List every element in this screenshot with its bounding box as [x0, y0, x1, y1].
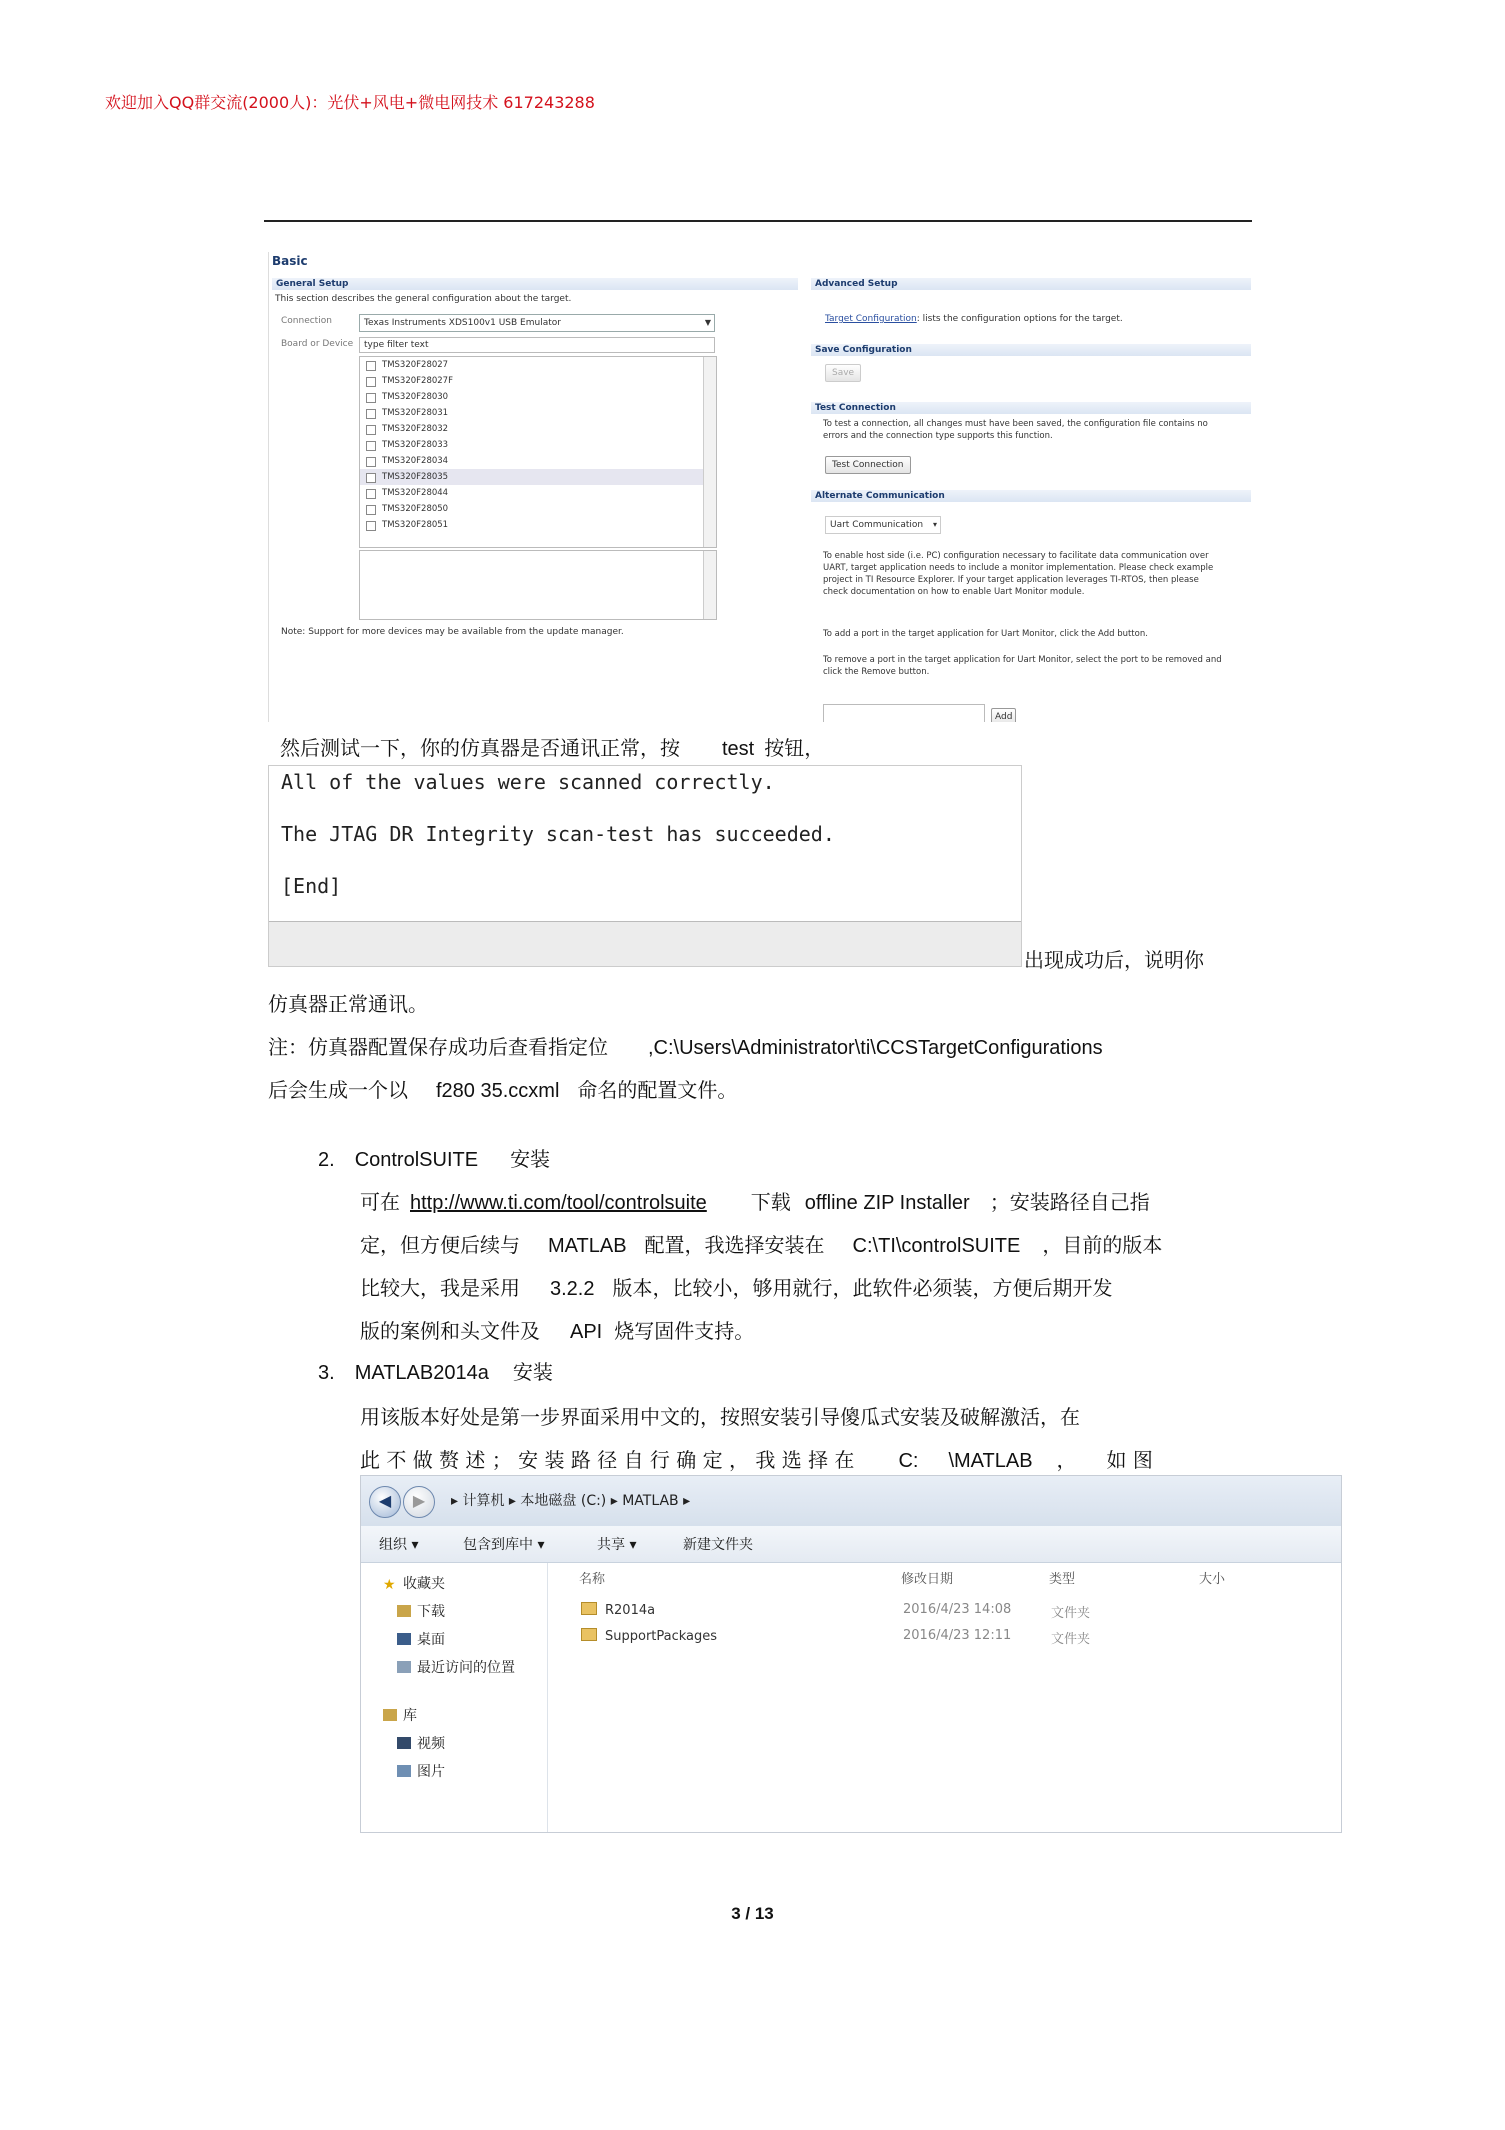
item2-line-4 [360, 1315, 754, 1344]
device-list-item[interactable] [360, 437, 716, 453]
tree-videos[interactable] [397, 1733, 445, 1753]
device-label: TMS320F28035 [382, 472, 449, 482]
chevron-down-icon: ▼ [704, 318, 711, 327]
device-label: TMS320F28032 [382, 424, 449, 434]
device-checkbox[interactable] [366, 393, 376, 403]
recent-places-icon [397, 1661, 411, 1673]
file-type: 文件夹 [1051, 1606, 1091, 1621]
item2-line-2 [360, 1229, 1162, 1258]
advanced-setup-header: Advanced Setup [811, 278, 1251, 290]
alt-comm-desc-1: To enable host side (i.e. PC) configuration necessary to facilitate data communication over UART, target application needs to include a monitor implementation. Please check example project in TI Resource Explorer. If your target application leverages TI-RTOS, then please check documentation on how to enable Uart Monitor module. [823, 551, 1214, 597]
file-date: 2016/4/23 14:08 [903, 1602, 1012, 1617]
device-label: TMS320F28027F [382, 376, 453, 386]
item3-title-en: MATLAB2014a [354, 1362, 489, 1384]
star-icon: ★ [383, 1577, 396, 1593]
note-config-file [268, 1074, 737, 1103]
tree-favorites[interactable] [383, 1573, 445, 1593]
item3-l2e: 如 图 [1106, 1448, 1153, 1472]
item2-l4c: 烧写固件支持。 [614, 1319, 755, 1343]
file-row[interactable] [581, 1602, 655, 1618]
tree-libraries-label: 库 [403, 1708, 417, 1724]
explorer-toolbar [361, 1526, 1341, 1563]
ccs-target-config-screenshot [268, 252, 1251, 722]
note2-filename: f280 35.ccxml [436, 1080, 560, 1102]
controlsuite-link[interactable]: http://www.ti.com/tool/controlsuite [410, 1192, 707, 1214]
item3-line-1: 用该版本好处是第一步界面采用中文的，按照安装引导傻瓜式安装及破解激活，在 [360, 1405, 1080, 1429]
console-line-3: [End] [281, 874, 342, 898]
column-type[interactable]: 类型 [1049, 1572, 1076, 1587]
basic-heading: Basic [272, 254, 308, 268]
back-icon[interactable]: ◀ [369, 1486, 401, 1518]
note2-text-a: 后会生成一个以 [268, 1078, 408, 1102]
connection-value: Texas Instruments XDS100v1 USB Emulator [364, 318, 561, 328]
file-name: R2014a [605, 1603, 656, 1618]
target-config-text: : lists the configuration options for the target. [916, 314, 1123, 324]
device-checkbox[interactable] [366, 505, 376, 515]
item2-heading [318, 1143, 550, 1172]
item3-heading [318, 1356, 553, 1385]
include-in-library-button[interactable]: 包含到库中 ▾ [463, 1537, 545, 1553]
device-list-item[interactable] [360, 389, 716, 405]
device-checkbox[interactable] [366, 457, 376, 467]
tree-recent[interactable] [397, 1657, 515, 1677]
details-scrollbar[interactable] [703, 551, 716, 619]
device-checkbox[interactable] [366, 521, 376, 531]
device-checkbox[interactable] [366, 361, 376, 371]
new-folder-button[interactable]: 新建文件夹 [683, 1537, 753, 1553]
tree-desktop[interactable] [397, 1629, 445, 1649]
note-path: ,C:\Users\Administrator\ti\CCSTargetConfigurations [648, 1037, 1103, 1059]
item2-l1a: 可在 [360, 1190, 400, 1214]
item2-l1b: 下载 [750, 1190, 791, 1214]
item2-l4a: 版的案例和头文件及 [360, 1319, 540, 1343]
test-connection-button[interactable]: Test Connection [825, 456, 911, 474]
pictures-icon [397, 1765, 411, 1777]
device-list-item[interactable] [360, 469, 716, 485]
save-button[interactable]: Save [825, 364, 861, 382]
page-number: 3 / 13 [731, 1904, 774, 1923]
console-line-1: All of the values were scanned correctly. [281, 770, 775, 794]
device-label: TMS320F28044 [382, 488, 449, 498]
para-success-b: 仿真器正常通讯。 [268, 992, 428, 1016]
device-label: TMS320F28033 [382, 440, 449, 450]
device-list-item[interactable] [360, 501, 716, 517]
tree-videos-label: 视频 [417, 1736, 445, 1752]
explorer-screenshot [360, 1475, 1342, 1833]
add-button[interactable]: Add [991, 708, 1016, 722]
item2-l2a: 定，但方便后续与 [360, 1233, 520, 1257]
device-checkbox[interactable] [366, 473, 376, 483]
item2-line-3 [360, 1272, 1112, 1301]
horizontal-rule [264, 220, 1252, 222]
item2-title-cn: 安装 [510, 1147, 551, 1171]
device-list-item[interactable] [360, 373, 716, 389]
video-icon [397, 1737, 411, 1749]
desktop-icon [397, 1633, 411, 1645]
connection-select[interactable] [359, 314, 715, 332]
uart-port-list[interactable] [823, 704, 985, 722]
forward-icon[interactable]: ▶ [403, 1486, 435, 1518]
device-checkbox[interactable] [366, 441, 376, 451]
alt-comm-desc-2: To add a port in the target application for Uart Monitor, click the Add button. [823, 629, 1148, 639]
device-list[interactable] [359, 356, 717, 548]
alternate-communication-header: Alternate Communication [811, 490, 1251, 502]
downloads-icon [397, 1605, 411, 1617]
item2-l2d: C:\TI\controlSUITE [852, 1235, 1021, 1257]
device-label: TMS320F28051 [382, 520, 449, 530]
device-checkbox[interactable] [366, 377, 376, 387]
device-label: TMS320F28027 [382, 360, 449, 370]
device-checkbox[interactable] [366, 425, 376, 435]
device-list-item[interactable] [360, 517, 716, 533]
filter-input[interactable]: type filter text [359, 337, 715, 353]
uart-communication-select[interactable] [825, 516, 941, 534]
device-label: TMS320F28031 [382, 408, 449, 418]
support-note: Note: Support for more devices may be available from the update manager. [281, 627, 624, 637]
item2-line-1 [360, 1186, 1150, 1215]
device-list-item[interactable] [360, 453, 716, 469]
item3-num: 3. [318, 1362, 335, 1384]
item2-l2e: ，目前的版本 [1042, 1233, 1163, 1257]
device-label: TMS320F28050 [382, 504, 449, 514]
item2-l1c: offline ZIP Installer [804, 1192, 970, 1214]
connection-label: Connection [281, 316, 332, 326]
tree-pictures-label: 图片 [417, 1764, 445, 1780]
item3-l2d: ， [1056, 1448, 1077, 1472]
test-connection-header: Test Connection [811, 402, 1251, 414]
console-text-area [269, 766, 1021, 922]
para1-text-a: 然后测试一下，你的仿真器是否通讯正常，按 [280, 736, 680, 760]
column-size[interactable]: 大小 [1199, 1572, 1226, 1587]
tree-recent-label: 最近访问的位置 [417, 1660, 515, 1676]
test-connection-desc: To test a connection, all changes must have been saved, the configuration file contains no errors and the connection type supports this function. [823, 419, 1208, 441]
tree-favorites-label: 收藏夹 [403, 1576, 445, 1592]
console-line-2: The JTAG DR Integrity scan-test has succeeded. [281, 822, 835, 846]
note2-text-c: 命名的配置文件。 [577, 1078, 738, 1102]
tree-downloads[interactable] [397, 1601, 445, 1621]
address-bar [361, 1476, 1341, 1526]
device-label: TMS320F28030 [382, 392, 449, 402]
item2-l3a: 比较大，我是采用 [360, 1276, 520, 1300]
device-list-item[interactable] [360, 357, 716, 373]
item2-title-en: ControlSUITE [354, 1149, 479, 1171]
device-list-item[interactable] [360, 405, 716, 421]
device-checkbox[interactable] [366, 409, 376, 419]
breadcrumb[interactable]: ▸ 计算机 ▸ 本地磁盘 (C:) ▸ MATLAB ▸ [451, 1493, 691, 1509]
organize-button[interactable]: 组织 ▾ [379, 1537, 419, 1553]
share-button[interactable]: 共享 ▾ [597, 1537, 637, 1553]
file-name: SupportPackages [605, 1629, 718, 1644]
save-configuration-header: Save Configuration [811, 344, 1251, 356]
library-icon [383, 1709, 397, 1721]
tree-downloads-label: 下载 [417, 1604, 445, 1620]
note-config-path [268, 1031, 1103, 1060]
device-checkbox[interactable] [366, 489, 376, 499]
general-setup-desc: This section describes the general configuration about the target. [275, 294, 572, 304]
item2-l1d: ；安装路径自己指 [989, 1190, 1150, 1214]
general-setup-header: General Setup [272, 278, 798, 290]
file-date: 2016/4/23 12:11 [903, 1628, 1012, 1643]
header-note: 欢迎加入QQ群交流(2000人)：光伏+风电+微电网技术 617243288 [105, 93, 595, 112]
file-type: 文件夹 [1051, 1632, 1091, 1647]
para1-text-test: test [722, 738, 755, 760]
device-list-scrollbar[interactable] [703, 357, 716, 547]
item2-l3c: 版本，比较小，够用就行，此软件必须装，方便后期开发 [612, 1276, 1113, 1300]
tree-pictures[interactable] [397, 1761, 445, 1781]
uart-combo-value: Uart Communication [830, 520, 924, 530]
item2-num: 2. [318, 1149, 335, 1171]
board-label: Board or Device [281, 339, 354, 349]
device-list-item[interactable] [360, 421, 716, 437]
console-output-screenshot [268, 765, 1022, 967]
tree-desktop-label: 桌面 [417, 1632, 445, 1648]
item3-l2c: \MATLAB [948, 1450, 1033, 1472]
chevron-down-icon: ▾ [932, 520, 937, 529]
device-details-box [359, 550, 717, 620]
para-success-a: 出现成功后，说明你 [1024, 948, 1204, 972]
item3-l2a: 此 不 做 赘 述 ； 安 装 路 径 自 行 确 定 ， 我 选 择 在 [360, 1448, 855, 1472]
device-list-item[interactable] [360, 485, 716, 501]
folder-icon [581, 1628, 597, 1641]
file-row[interactable] [581, 1628, 717, 1644]
alt-comm-desc-3: To remove a port in the target application for Uart Monitor, select the port to be removed and click the Remove button. [823, 655, 1222, 677]
para1-text-c: 按钮， [764, 736, 825, 760]
nav-tree [361, 1563, 548, 1833]
tree-libraries[interactable] [383, 1705, 417, 1725]
folder-icon [581, 1602, 597, 1615]
item2-l3b: 3.2.2 [550, 1278, 595, 1300]
item2-l4b: API [570, 1321, 603, 1343]
item3-title-cn: 安装 [512, 1360, 553, 1384]
para-test-instruction [280, 732, 824, 761]
item2-l2b: MATLAB [548, 1235, 627, 1257]
item3-l2b: C: [898, 1450, 919, 1472]
target-configuration-link[interactable]: Target Configuration [825, 314, 917, 324]
note-text-a: 注：仿真器配置保存成功后查看指定位 [268, 1035, 608, 1059]
column-date[interactable]: 修改日期 [901, 1572, 954, 1587]
item2-l2c: 配置，我选择安装在 [644, 1233, 825, 1257]
item3-line-2 [360, 1444, 1153, 1473]
column-name[interactable]: 名称 [579, 1572, 606, 1587]
device-label: TMS320F28034 [382, 456, 449, 466]
